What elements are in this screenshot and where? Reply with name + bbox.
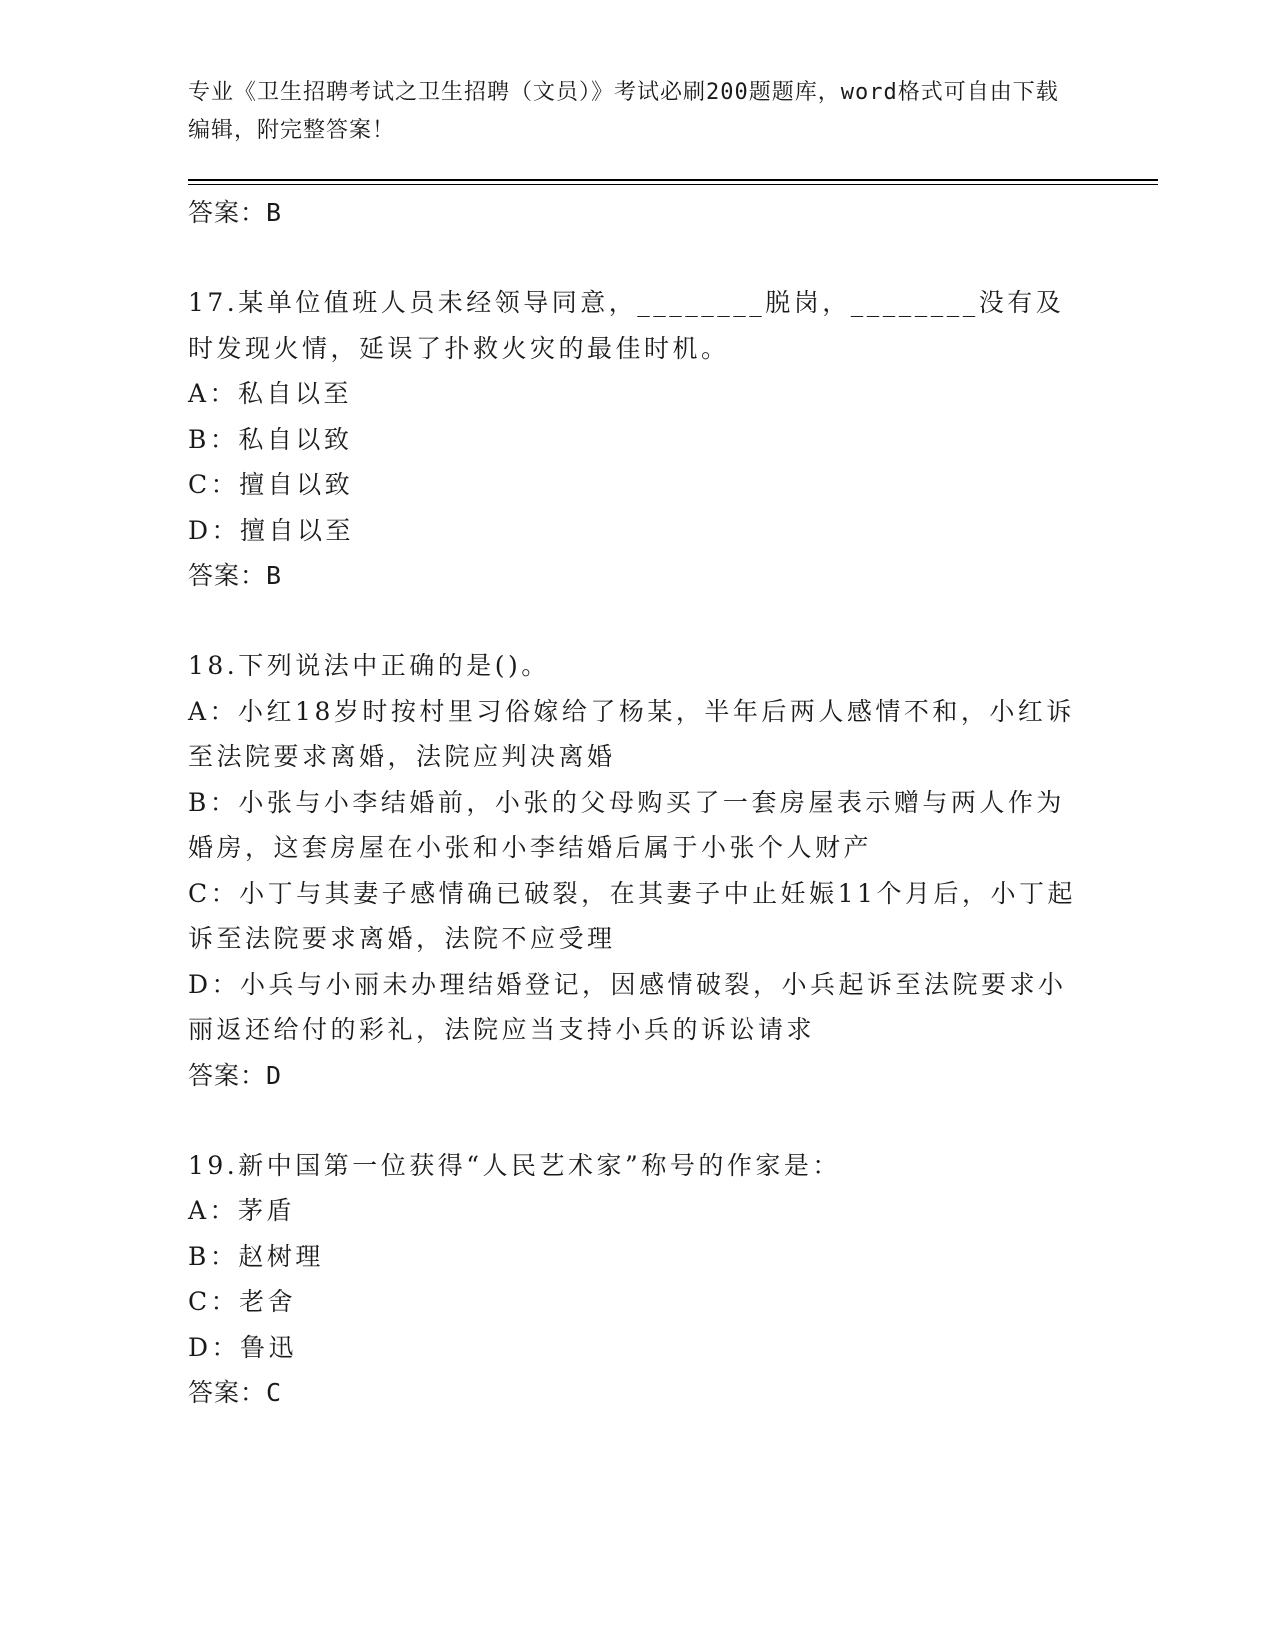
option-a: A：小红18岁时按村里习俗嫁给了杨某，半年后两人感情不和，小红诉至法院要求离婚，法院应判决离婚	[188, 696, 1075, 771]
question-answer: 答案：B	[188, 561, 283, 590]
question-stem: 17.某单位值班人员未经领导同意，________脱岗，________没有及时发现火情，延误了扑救火灾的最佳时机。	[188, 288, 1065, 363]
question-list	[188, 190, 1088, 1416]
previous-answer: 答案：B	[188, 198, 283, 227]
question-19	[188, 1143, 1088, 1417]
option-a: A：私自以至	[188, 379, 353, 408]
option-d: D：鲁迅	[188, 1332, 298, 1362]
option-b: B：私自以致	[188, 424, 353, 454]
question-answer: 答案：D	[188, 1060, 283, 1090]
header-divider-thin	[188, 184, 1158, 185]
header-divider-thick	[188, 179, 1158, 181]
option-a: A：茅盾	[188, 1196, 296, 1225]
document-header: 专业《卫生招聘考试之卫生招聘（文员）》考试必刷200题题库，word格式可自由下载编辑，附完整答案！	[188, 80, 1059, 143]
question-stem: 18.下列说法中正确的是()。	[188, 651, 550, 680]
question-18	[188, 643, 1088, 1099]
question-stem: 19.新中国第一位获得“人民艺术家”称号的作家是：	[188, 1150, 841, 1180]
question-17	[188, 280, 1088, 599]
option-d: D：擅自以至	[188, 515, 355, 545]
option-b: B：小张与小李结婚前，小张的父母购买了一套房屋表示赠与两人作为婚房，这套房屋在小张和小李结婚后属于小张个人财产	[188, 787, 1065, 862]
option-d: D：小兵与小丽未办理结婚登记，因感情破裂，小兵起诉至法院要求小丽返还给付的彩礼，法院应当支持小兵的诉讼请求	[188, 969, 1067, 1044]
option-c: C：老舍	[188, 1287, 297, 1316]
option-c: C：小丁与其妻子感情确已破裂，在其妻子中止妊娠11个月后，小丁起诉至法院要求离婚，法院不应受理	[188, 878, 1076, 953]
question-answer: 答案：C	[188, 1378, 283, 1407]
option-c: C：擅自以致	[188, 470, 354, 499]
option-b: B：赵树理	[188, 1241, 324, 1271]
